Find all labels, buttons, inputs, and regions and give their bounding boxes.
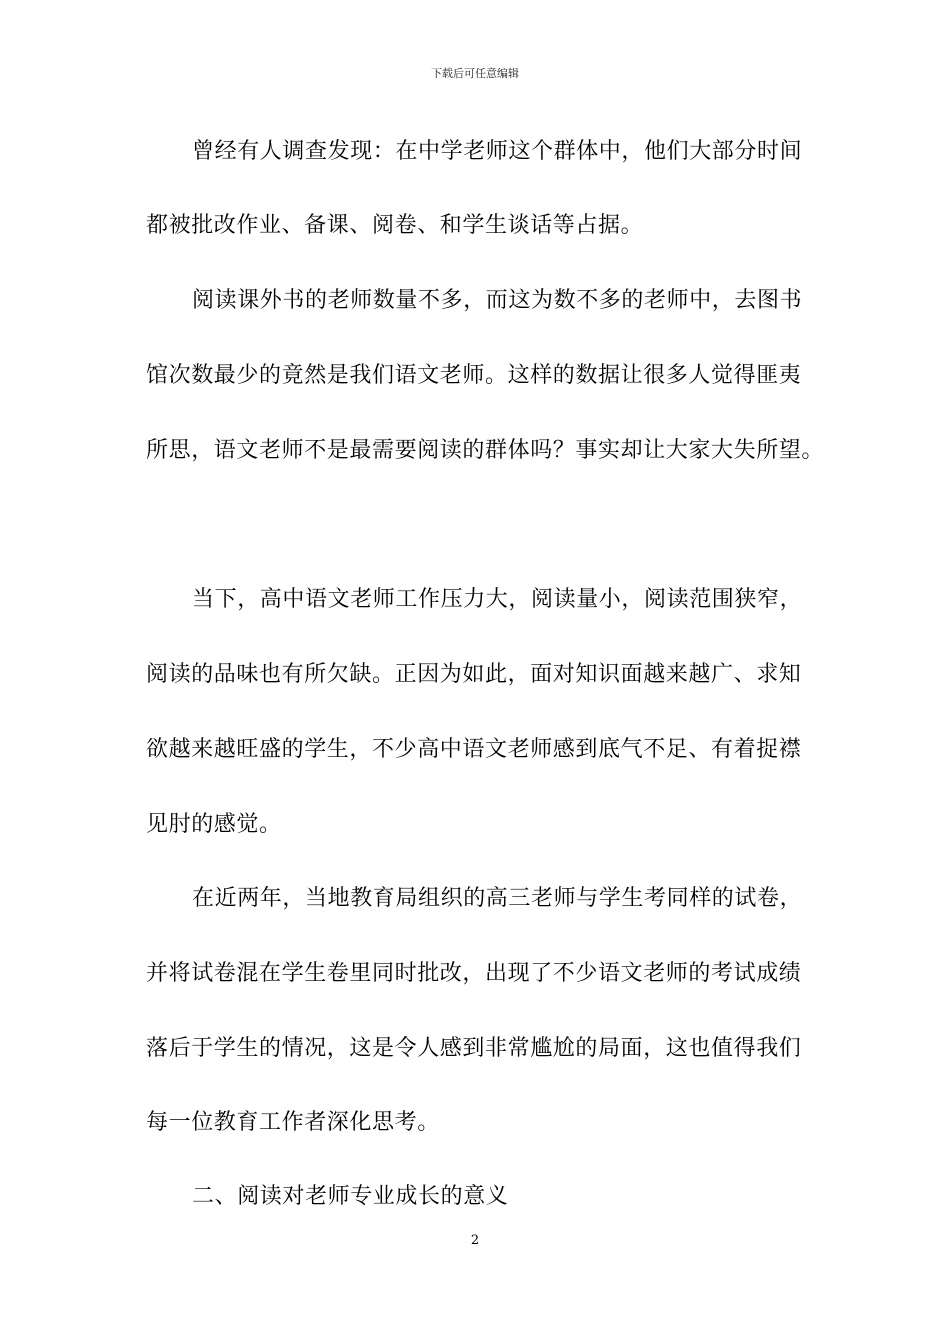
- paragraph-3-line-4: 见肘的感觉。: [146, 812, 282, 837]
- paragraph-2-line-1: 阅读课外书的老师数量不多，而这为数不多的老师中，去图书: [192, 288, 803, 313]
- page-header: 下载后可任意编辑: [431, 67, 519, 80]
- paragraph-2-line-3: 所思，语文老师不是最需要阅读的群体吗？事实却让大家大失所望。: [146, 438, 825, 463]
- paragraph-4-line-4: 每一位教育工作者深化思考。: [146, 1110, 440, 1135]
- paragraph-3-line-3: 欲越来越旺盛的学生，不少高中语文老师感到底气不足、有着捉襟: [146, 737, 802, 762]
- section-heading: 二、阅读对老师专业成长的意义: [192, 1184, 509, 1209]
- paragraph-1-line-2: 都被批改作业、备课、阅卷、和学生谈话等占据。: [146, 213, 644, 238]
- page-number: 2: [470, 1233, 480, 1248]
- paragraph-2-line-2: 馆次数最少的竟然是我们语文老师。这样的数据让很多人觉得匪夷: [146, 363, 802, 388]
- paragraph-4-line-2: 并将试卷混在学生卷里同时批改，出现了不少语文老师的考试成绩: [146, 961, 802, 986]
- paragraph-4-line-1: 在近两年，当地教育局组织的高三老师与学生考同样的试卷，: [192, 886, 803, 911]
- paragraph-3-line-2: 阅读的品味也有所欠缺。正因为如此，面对知识面越来越广、求知: [146, 662, 802, 687]
- paragraph-3-line-1: 当下，高中语文老师工作压力大，阅读量小，阅读范围狭窄，: [192, 587, 803, 612]
- paragraph-4-line-3: 落后于学生的情况，这是令人感到非常尴尬的局面，这也值得我们: [146, 1036, 802, 1061]
- paragraph-1-line-1: 曾经有人调查发现：在中学老师这个群体中，他们大部分时间: [192, 139, 803, 164]
